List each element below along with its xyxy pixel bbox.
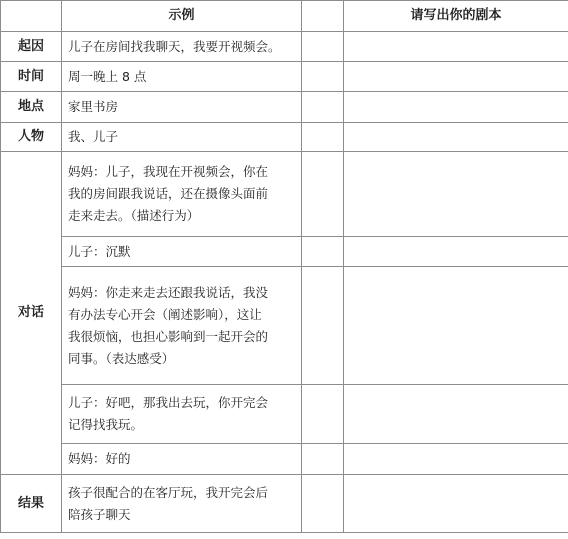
header-example: 示例 (62, 1, 302, 32)
answer-cell-dialogue-4[interactable] (344, 385, 568, 444)
label-cause: 起因 (1, 32, 62, 62)
blank-cell-dialogue-3[interactable] (302, 267, 344, 385)
row-dialogue-5 (1, 444, 568, 475)
blank-cell-dialogue-2[interactable] (302, 237, 344, 267)
answer-cell-people[interactable] (344, 123, 568, 152)
answer-cell-cause[interactable] (344, 32, 568, 62)
dialogue-line: 儿子：好吧，那我出去玩，你开完会 记得找我玩。 (62, 385, 302, 444)
example-cause: 儿子在房间找我聊天，我要开视频会。 (62, 32, 302, 62)
row-result (1, 475, 568, 533)
blank-cell-result[interactable] (302, 475, 344, 533)
label-dialogue: 对话 (1, 152, 62, 475)
blank-cell-people[interactable] (302, 123, 344, 152)
row-dialogue-3 (1, 267, 568, 385)
dialogue-line: 妈妈：儿子，我现在开视频会，你在 我的房间跟我说话，还在摄像头面前 走来走去。（描述行为） (62, 152, 302, 237)
blank-cell-time[interactable] (302, 62, 344, 92)
dialogue-line: 儿子：沉默 (62, 237, 302, 267)
answer-cell-dialogue-3[interactable] (344, 267, 568, 385)
label-time: 时间 (1, 62, 62, 92)
answer-cell-place[interactable] (344, 92, 568, 123)
answer-cell-result[interactable] (344, 475, 568, 533)
label-result: 结果 (1, 475, 62, 533)
header-write-yours: 请写出你的剧本 (344, 1, 568, 32)
header-corner-cell (1, 1, 62, 32)
label-people: 人物 (1, 123, 62, 152)
row-people (1, 123, 568, 152)
example-place: 家里书房 (62, 92, 302, 123)
example-result: 孩子很配合的在客厅玩，我开完会后 陪孩子聊天 (62, 475, 302, 533)
blank-cell-dialogue-1[interactable] (302, 152, 344, 237)
row-dialogue-4 (1, 385, 568, 444)
example-time: 周一晚上 8 点 (62, 62, 302, 92)
header-row (1, 1, 568, 32)
label-place: 地点 (1, 92, 62, 123)
blank-cell-dialogue-5[interactable] (302, 444, 344, 475)
answer-cell-dialogue-1[interactable] (344, 152, 568, 237)
blank-cell-place[interactable] (302, 92, 344, 123)
row-dialogue-2 (1, 237, 568, 267)
answer-cell-dialogue-5[interactable] (344, 444, 568, 475)
dialogue-line: 妈妈：好的 (62, 444, 302, 475)
row-cause (1, 32, 568, 62)
blank-cell-cause[interactable] (302, 32, 344, 62)
answer-cell-time[interactable] (344, 62, 568, 92)
answer-cell-dialogue-2[interactable] (344, 237, 568, 267)
blank-cell-dialogue-4[interactable] (302, 385, 344, 444)
header-blank-cell (302, 1, 344, 32)
example-people: 我、儿子 (62, 123, 302, 152)
row-place (1, 92, 568, 123)
dialogue-line: 妈妈：你走来走去还跟我说话，我没 有办法专心开会（阐述影响），这让 我很烦恼，也担心影响到一起开会的 同事。（表达感受） (62, 267, 302, 385)
row-time (1, 62, 568, 92)
row-dialogue-1 (1, 152, 568, 237)
